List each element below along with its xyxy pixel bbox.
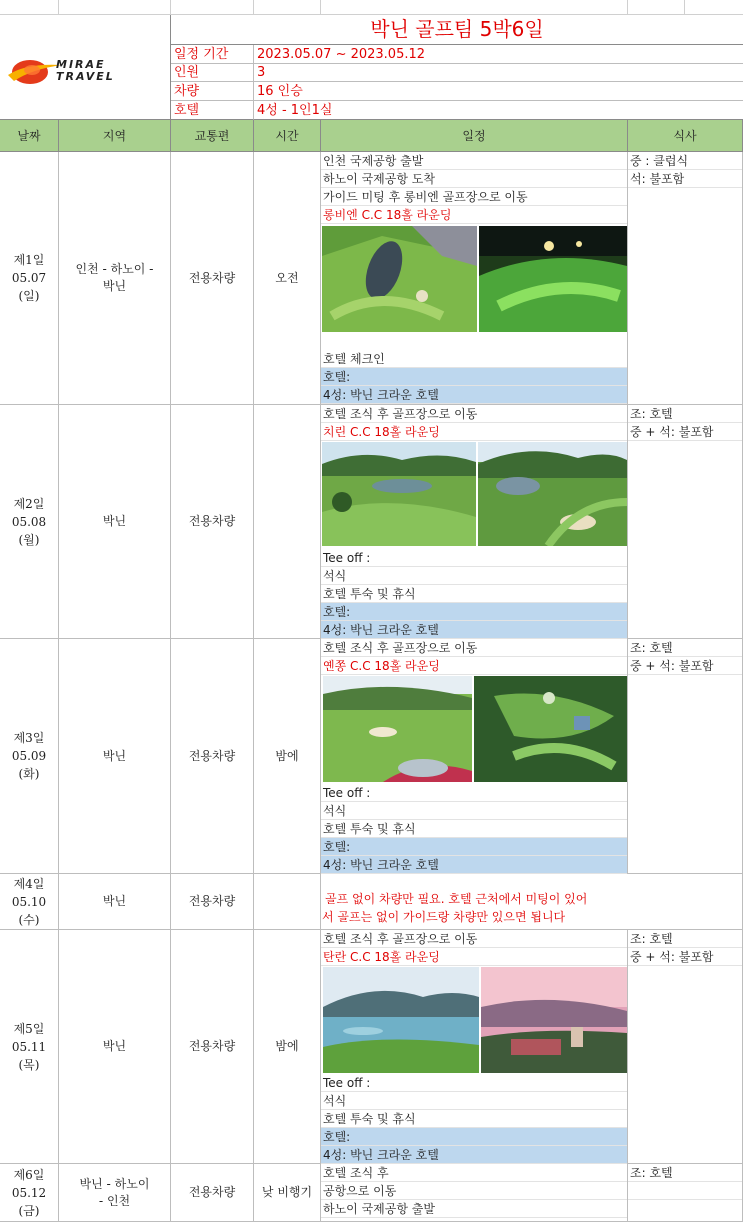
spreadsheet-top-row	[0, 0, 743, 15]
day3-schedule	[321, 639, 628, 874]
day3-rest: 호텔 투숙 및 휴식	[321, 820, 627, 838]
day2-transport: 전용차량	[171, 405, 254, 639]
day2-tee-off: Tee off :	[321, 549, 627, 567]
day3-meal-line2: 중 + 석: 불포함	[628, 657, 742, 675]
day4-date-cell	[0, 874, 59, 930]
day6-dow: (금)	[18, 1203, 40, 1218]
day1-schedule-golf: 롱비엔 C.C 18홀 라운딩	[321, 206, 627, 224]
day2-label: 제2일	[13, 496, 45, 511]
day5-hotel-name: 4성: 박닌 크라운 호텔	[321, 1146, 627, 1164]
logo-line2: TRAVEL	[56, 70, 115, 83]
day6-date-cell	[0, 1164, 59, 1222]
day5-meal	[628, 930, 743, 1164]
day5-golf-photo-1	[323, 967, 479, 1073]
day3-dow: (화)	[18, 767, 40, 781]
day2-schedule-line1: 호텔 조식 후 골프장으로 이동	[321, 405, 627, 423]
day1-region-line2: 박닌	[102, 279, 127, 293]
header-transport: 교통편	[171, 120, 254, 152]
day5-dow: (목)	[18, 1057, 40, 1072]
day5-hotel-label: 호텔:	[321, 1128, 627, 1146]
day6-date: 05.12	[11, 1185, 47, 1200]
day1-schedule-line3: 가이드 미팅 후 롱비엔 골프장으로 이동	[321, 188, 627, 206]
logo-line1: MIRAE	[56, 58, 106, 71]
day1-label: 제1일	[13, 253, 45, 267]
day4-time	[254, 874, 321, 930]
day1-transport: 전용차량	[171, 152, 254, 405]
info-value-period: 2023.05.07 ~ 2023.05.12	[254, 45, 743, 64]
day2-rest: 호텔 투숙 및 휴식	[321, 585, 627, 603]
day2-hotel-label: 호텔:	[321, 603, 627, 621]
day2-golf-photo-2	[478, 442, 627, 546]
day2-hotel-name: 4성: 박닌 크라운 호텔	[321, 621, 627, 639]
day1-hotel-name: 4성: 박닌 크라운 호텔	[321, 386, 627, 404]
day5-date: 05.11	[11, 1039, 47, 1054]
day2-schedule-golf: 치린 C.C 18홀 라운딩	[321, 423, 627, 441]
day3-golf-photo-2	[474, 676, 627, 782]
day1-hotel-label: 호텔:	[321, 368, 627, 386]
info-value-vehicle: 16 인승	[254, 82, 743, 101]
info-label-period: 일정 기간	[171, 45, 254, 64]
day1-schedule-line1: 인천 국제공항 출발	[321, 152, 627, 170]
day6-transport: 전용차량	[171, 1164, 254, 1222]
day1-region	[59, 152, 171, 405]
info-label-people: 인원	[171, 64, 254, 82]
day6-schedule-line3: 하노이 국제공항 출발	[321, 1200, 627, 1218]
day3-tee-off: Tee off :	[321, 784, 627, 802]
day6-region-line1: 박닌 - 하노이	[79, 1176, 150, 1191]
day5-meal-line1: 조: 호텔	[628, 930, 742, 948]
day6-region-line2: - 인천	[98, 1193, 131, 1208]
header-date: 날짜	[0, 120, 59, 152]
day2-region: 박닌	[59, 405, 171, 639]
day2-date: 05.08	[11, 514, 47, 529]
header-time: 시간	[254, 120, 321, 152]
day1-time: 오전	[254, 152, 321, 405]
day3-schedule-line1: 호텔 조식 후 골프장으로 이동	[321, 639, 627, 657]
day1-dow: (일)	[18, 289, 40, 303]
day4-transport: 전용차량	[171, 874, 254, 930]
day3-dinner: 석식	[321, 802, 627, 820]
day6-meal-blank1	[628, 1182, 742, 1200]
logo-block	[0, 15, 171, 120]
day4-note-line1: 골프 없이 차량만 필요. 호텔 근처에서 미팅이 있어	[325, 892, 588, 906]
day2-meal	[628, 405, 743, 639]
info-label-vehicle: 차량	[171, 82, 254, 101]
day1-golf-photo-1	[322, 226, 477, 332]
day2-time	[254, 405, 321, 639]
day5-date-cell	[0, 930, 59, 1164]
day1-date-cell	[0, 152, 59, 405]
day3-region: 박닌	[59, 639, 171, 874]
day3-hotel-label: 호텔:	[321, 838, 627, 856]
day1-meal-line2: 석: 불포함	[628, 170, 742, 188]
day4-note-line2: 서 골프는 없이 가이드랑 차량만 있으면 됩니다	[322, 910, 566, 924]
day6-schedule-line1: 호텔 조식 후	[321, 1164, 627, 1182]
day5-meal-line2: 중 + 석: 불포함	[628, 948, 742, 966]
day3-golf-photo-1	[323, 676, 472, 782]
day3-label: 제3일	[13, 731, 45, 745]
day1-meal-line1: 중 : 클럽식	[628, 152, 742, 170]
day4-dow: (수)	[18, 912, 40, 927]
day5-label: 제5일	[13, 1021, 45, 1036]
day2-date-cell	[0, 405, 59, 639]
day6-meal-line1: 조: 호텔	[628, 1164, 742, 1182]
day5-schedule	[321, 930, 628, 1164]
day3-schedule-golf: 옌쫑 C.C 18홀 라운딩	[321, 657, 627, 675]
day5-tee-off: Tee off :	[321, 1074, 627, 1092]
day6-meal	[628, 1164, 743, 1222]
day2-golf-photo-1	[322, 442, 476, 546]
day3-date-cell	[0, 639, 59, 874]
day1-date: 05.07	[11, 271, 47, 285]
day3-date: 05.09	[11, 749, 47, 763]
header-meal: 식사	[628, 120, 743, 152]
day3-meal-line1: 조: 호텔	[628, 639, 742, 657]
day6-time: 낮 비행기	[254, 1164, 321, 1222]
day4-note	[321, 874, 743, 930]
day5-dinner: 석식	[321, 1092, 627, 1110]
day4-region: 박닌	[59, 874, 171, 930]
day6-schedule-line2: 공항으로 이동	[321, 1182, 627, 1200]
day5-schedule-line1: 호텔 조식 후 골프장으로 이동	[321, 930, 627, 948]
day4-date: 05.10	[11, 894, 47, 909]
header-region: 지역	[59, 120, 171, 152]
day5-region: 박닌	[59, 930, 171, 1164]
logo-text	[56, 59, 115, 83]
page-title: 박닌 골프팀 5박6일	[171, 15, 743, 45]
day3-transport: 전용차량	[171, 639, 254, 874]
day3-meal	[628, 639, 743, 874]
day5-golf-photo-2	[481, 967, 627, 1073]
day6-schedule	[321, 1164, 628, 1222]
info-label-hotel: 호텔	[171, 101, 254, 120]
day6-label: 제6일	[13, 1167, 45, 1182]
info-value-people: 3	[254, 64, 743, 82]
day1-meal	[628, 152, 743, 405]
day2-dow: (월)	[18, 532, 40, 547]
day3-hotel-name: 4성: 박닌 크라운 호텔	[321, 856, 627, 874]
day1-golf-photo-2	[479, 226, 627, 332]
day1-schedule	[321, 152, 628, 405]
day1-schedule-line2: 하노이 국제공항 도착	[321, 170, 627, 188]
day5-rest: 호텔 투숙 및 휴식	[321, 1110, 627, 1128]
header-schedule: 일정	[321, 120, 628, 152]
day5-schedule-golf: 탄란 C.C 18홀 라운딩	[321, 948, 627, 966]
day2-schedule	[321, 405, 628, 639]
day5-transport: 전용차량	[171, 930, 254, 1164]
info-table	[171, 45, 743, 120]
info-value-hotel: 4성 - 1인1실	[254, 101, 743, 120]
day1-checkin: 호텔 체크인	[321, 350, 627, 368]
day3-time: 밤에	[254, 639, 321, 874]
day5-time: 밤에	[254, 930, 321, 1164]
day4-label: 제4일	[13, 876, 45, 891]
day2-meal-line1: 조: 호텔	[628, 405, 742, 423]
day2-dinner: 석식	[321, 567, 627, 585]
day1-region-line1: 인천 - 하노이 -	[75, 262, 154, 276]
day2-meal-line2: 중 + 석: 불포함	[628, 423, 742, 441]
day6-region	[59, 1164, 171, 1222]
